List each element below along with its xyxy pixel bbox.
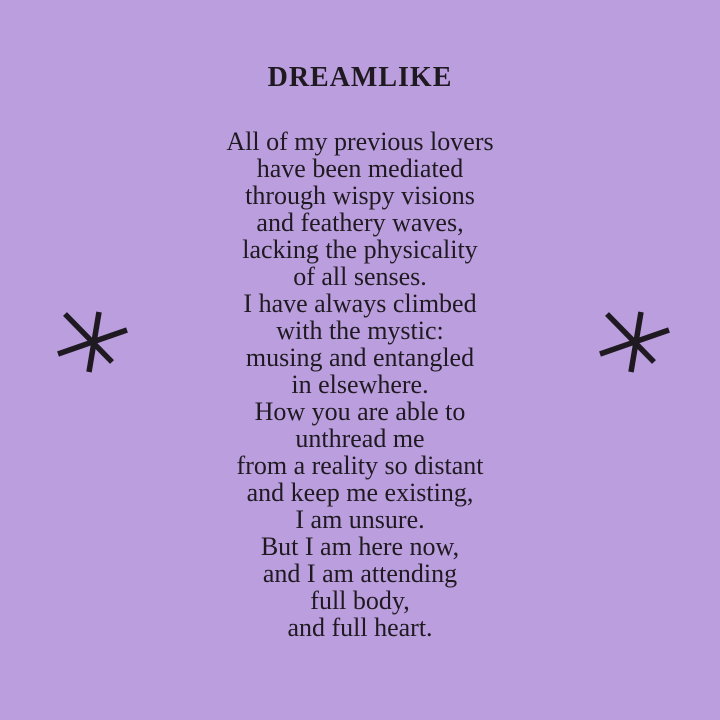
poem-line: through wispy visions	[245, 181, 475, 210]
poem-line: with the mystic:	[276, 316, 444, 345]
poem-title: DREAMLIKE	[267, 62, 453, 93]
poem-body	[0, 128, 720, 641]
poem-line: full body,	[310, 586, 410, 615]
poem-line: have been mediated	[256, 154, 464, 183]
poem-line: and feathery waves,	[256, 208, 464, 237]
poem-line: lacking the physicality	[242, 235, 478, 264]
poem-line: and keep me existing,	[246, 478, 474, 507]
poem-line: in elsewhere.	[291, 370, 429, 399]
poem-line: But I am here now,	[260, 532, 460, 561]
asterisk-icon	[590, 300, 678, 380]
poem-line: All of my previous lovers	[226, 127, 494, 156]
poem-line: How you are able to	[254, 397, 466, 426]
poem-line: unthread me	[295, 424, 425, 453]
poem-line: I am unsure.	[295, 505, 425, 534]
poem-line: of all senses.	[293, 262, 427, 291]
poem-line: I have always climbed	[243, 289, 477, 318]
poem-line: musing and entangled	[245, 343, 475, 372]
asterisk-icon	[48, 300, 136, 380]
poem-line: from a reality so distant	[236, 451, 484, 480]
poem-line: and full heart.	[287, 613, 433, 642]
poem-line: and I am attending	[262, 559, 458, 588]
